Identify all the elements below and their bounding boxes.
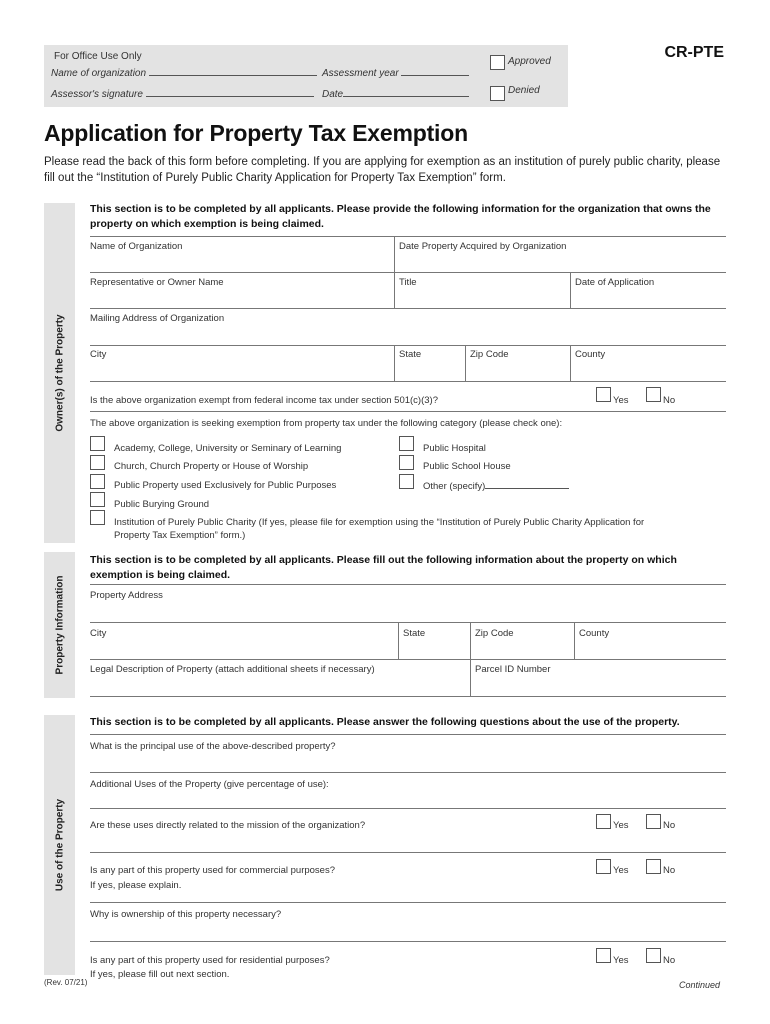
date-application-input[interactable] [572,288,726,306]
principal-use-question: What is the principal use of the above-described property? [90,741,336,752]
divider [90,308,726,309]
category-school-label: Public School House [423,461,511,472]
assessor-signature-line [146,88,314,97]
property-zip-label: Zip Code [475,628,514,639]
exempt-yes-label: Yes [613,395,629,406]
office-use-header: For Office Use Only [54,51,142,62]
office-date-field[interactable] [322,88,469,100]
property-city-input[interactable] [90,640,398,657]
property-county-label: County [579,628,610,639]
commercial-no-label: No [663,865,676,876]
property-address-label: Property Address [90,590,163,601]
additional-uses-input[interactable] [90,791,726,806]
property-sidebar [44,552,75,698]
title-input[interactable] [396,288,570,306]
assessment-year-field[interactable] [322,67,469,79]
owners-sidebar-label: Owner(s) of the Property [54,314,65,432]
mission-yes-label: Yes [613,820,629,831]
additional-uses-question: Additional Uses of the Property (give percentage of use): [90,779,329,790]
assessment-year-line [401,67,469,76]
divider [570,272,571,308]
divider [394,345,395,381]
name-of-org-label: Name of Organization [90,241,183,252]
category-church-label: Church, Church Property or House of Worship [114,461,309,472]
divider [394,272,395,308]
legal-description-label: Legal Description of Property (attach additional sheets if necessary) [90,664,375,675]
mission-yes-checkbox[interactable] [596,814,611,829]
revision-label: (Rev. 07/21) [44,978,88,987]
category-burying-ground-label: Public Burying Ground [114,499,210,510]
state-input[interactable] [396,361,465,379]
property-sidebar-label: Property Information [54,575,65,675]
category-public-property-checkbox[interactable] [90,474,105,489]
divider [90,272,726,273]
use-sidebar-label: Use of the Property [54,798,65,892]
date-acquired-label: Date Property Acquired by Organization [399,241,567,252]
date-application-label: Date of Application [575,277,655,288]
commercial-explain-label: If yes, please explain. [90,880,182,891]
category-academy-checkbox[interactable] [90,436,105,451]
category-public-charity-label-cont: Property Tax Exemption” form.) [114,530,246,541]
divider [90,808,726,809]
title-label: Title [399,277,417,288]
mailing-address-label: Mailing Address of Organization [90,313,225,324]
property-county-input[interactable] [576,640,726,657]
office-date-label: Date [322,89,344,100]
divider [90,696,726,697]
category-hospital-checkbox[interactable] [399,436,414,451]
exempt-no-checkbox[interactable] [646,387,661,402]
exempt-yes-checkbox[interactable] [596,387,611,402]
rep-name-input[interactable] [90,288,394,306]
use-sidebar [44,715,75,975]
ownership-necessity-input[interactable] [90,921,726,939]
principal-use-input[interactable] [90,753,726,771]
property-address-input[interactable] [90,602,726,620]
assessor-signature-label: Assessor's signature [51,89,143,100]
county-label: County [575,349,606,360]
divider [90,902,726,903]
property-zip-input[interactable] [472,640,574,657]
property-state-label: State [403,628,426,639]
residential-no-label: No [663,955,676,966]
date-acquired-input[interactable] [396,252,726,270]
property-section-instructions: This section is to be completed by all applicants. Please fill out the following information about the property on which exemption is being claimed. [90,554,677,581]
rep-name-label: Representative or Owner Name [90,277,224,288]
denied-label: Denied [508,85,540,96]
commercial-yes-label: Yes [613,865,629,876]
intro-text: Please read the back of this form before completing. If you are applying for exemption as an institution of purely public charity, please fill out the “Institution of Purely Public Charity Application for Property Tax Exemption” form. [44,156,721,184]
city-label: City [90,349,107,360]
divider [90,659,726,660]
commercial-yes-checkbox[interactable] [596,859,611,874]
residential-no-checkbox[interactable] [646,948,661,963]
org-name-field[interactable] [51,67,317,79]
commercial-question: Is any part of this property used for commercial purposes? [90,865,336,876]
residential-followup-label: If yes, please fill out next section. [90,969,230,980]
category-burying-ground-checkbox[interactable] [90,492,105,507]
org-name-line [149,67,317,76]
category-hospital-label: Public Hospital [423,443,486,454]
approved-label: Approved [508,56,551,67]
mailing-address-input[interactable] [90,324,726,342]
owners-section-instructions: This section is to be completed by all applicants. Please provide the following information for the organization that owns the property on which exemption is being claimed. [90,203,711,230]
divider [90,734,726,735]
category-other-label [423,480,569,492]
office-use-box [44,45,568,107]
zip-label: Zip Code [470,349,509,360]
category-other-checkbox[interactable] [399,474,414,489]
assessment-year-label: Assessment year [322,68,399,79]
category-public-charity-label: Institution of Purely Public Charity (If yes, please file for exemption using the “Institution of Purely Public Charity Application for [114,517,645,528]
divider [90,772,726,773]
divider [90,622,726,623]
divider [398,622,399,659]
divider [465,345,466,381]
residential-yes-checkbox[interactable] [596,948,611,963]
org-name-label: Name of organization [51,68,147,79]
category-public-property-label: Public Property used Exclusively for Public Purposes [114,480,337,491]
property-state-input[interactable] [400,640,470,657]
divider [574,622,575,659]
page-title: Application for Property Tax Exemption [44,120,468,146]
owners-sidebar [44,203,75,543]
name-of-org-input[interactable] [90,252,394,270]
divider [90,381,726,382]
category-question: The above organization is seeking exemption from property tax under the following category (please check one): [90,418,563,429]
category-academy-label: Academy, College, University or Seminary of Learning [114,443,342,454]
parcel-id-input[interactable] [472,676,726,694]
divider [90,345,726,346]
divider [570,345,571,381]
exempt-question: Is the above organization exempt from federal income tax under section 501(c)(3)? [90,395,438,406]
continued-label: Continued [678,980,720,990]
category-other-line[interactable] [485,480,569,489]
mission-no-label: No [663,820,676,831]
exempt-no-label: No [663,395,676,406]
county-input[interactable] [572,361,726,379]
parcel-id-label: Parcel ID Number [475,664,551,675]
residential-question: Is any part of this property used for residential purposes? [90,955,330,966]
divider [394,236,395,272]
ownership-necessity-question: Why is ownership of this property necessary? [90,909,282,920]
category-public-charity-checkbox[interactable] [90,510,105,525]
mission-question: Are these uses directly related to the mission of the organization? [90,820,366,831]
city-input[interactable] [90,361,394,379]
state-label: State [399,349,422,360]
use-section-instructions: This section is to be completed by all applicants. Please answer the following questions about the use of the property. [90,716,680,728]
divider [90,236,726,237]
residential-yes-label: Yes [613,955,629,966]
category-school-checkbox[interactable] [399,455,414,470]
zip-input[interactable] [467,361,570,379]
category-church-checkbox[interactable] [90,455,105,470]
legal-description-input[interactable] [90,676,470,694]
assessor-signature-field[interactable] [51,88,314,100]
property-city-label: City [90,628,107,639]
category-other-text: Other (specify) [423,481,486,492]
divider [90,852,726,853]
office-date-line [343,88,469,97]
mission-no-checkbox[interactable] [646,814,661,829]
form-code: CR-PTE [664,44,724,61]
divider [90,411,726,412]
denied-checkbox[interactable] [490,86,505,101]
divider [90,584,726,585]
approved-checkbox[interactable] [490,55,505,70]
commercial-no-checkbox[interactable] [646,859,661,874]
divider [90,941,726,942]
